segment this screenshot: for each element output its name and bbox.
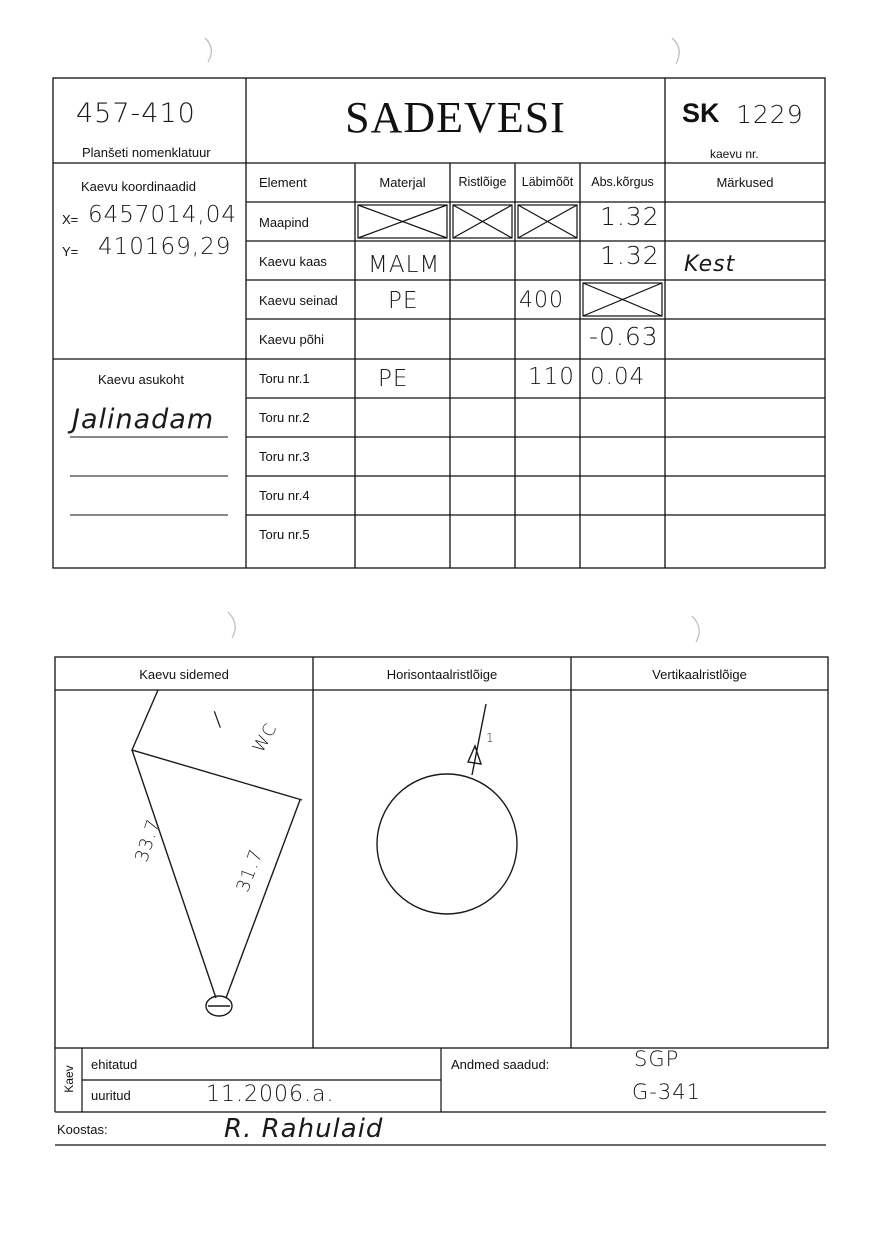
built-label: ehitatud (91, 1057, 138, 1072)
panel-title-horizontal: Horisontaalristlõige (386, 667, 498, 682)
data-source-label: Andmed saadud: (451, 1057, 550, 1072)
pipe-number-label: 1 (486, 731, 495, 745)
row-label-kaevu-pohi: Kaevu põhi (259, 332, 325, 347)
cell-toru1-height: 0.04 (590, 364, 646, 390)
compiled-by-signature: R. Rahulaid (224, 1114, 384, 1144)
row-label-maapind: Maapind (259, 215, 309, 230)
cell-toru1-diameter: 110 (528, 364, 575, 390)
row-label-kaevu-kaas: Kaevu kaas (259, 254, 327, 269)
plansheet-label: Planšeti nomenklatuur (82, 145, 211, 160)
header-material: Materjal (379, 175, 426, 190)
surveyed-value: 11.2006.a. (206, 1082, 335, 1107)
row-label-kaevu-seinad: Kaevu seinad (259, 293, 338, 308)
wc-label: WC (249, 719, 282, 757)
document-title: SADEVESI (345, 93, 566, 142)
row-label-toru-2: Toru nr.2 (259, 410, 310, 425)
compiled-by-label: Koostas: (57, 1122, 108, 1137)
plansheet-number: 457-410 (76, 98, 196, 129)
header-element: Element (259, 175, 307, 190)
row-label-toru-4: Toru nr.4 (259, 488, 310, 503)
cell-kaas-material: MALM (368, 252, 441, 278)
well-side-label: Kaev (62, 1065, 76, 1093)
header-notes: Märkused (716, 175, 774, 190)
location-value: Jalinadam (72, 404, 215, 435)
cell-pohi-height: -0.63 (589, 322, 659, 351)
panel-title-connections: Kaevu sidemed (139, 667, 229, 682)
cell-toru1-material: PE (378, 366, 409, 392)
header-section: Ristlõige (458, 175, 507, 189)
building-label: I (209, 705, 227, 735)
header-diameter: Läbimõõt (521, 175, 574, 189)
cell-seinad-material: PE (388, 288, 419, 314)
coordinates-label: Kaevu koordinaadid (81, 179, 196, 194)
well-prefix: SK (682, 98, 720, 128)
cell-maapind-height: 1.32 (600, 202, 660, 231)
distance-label-2: 31.7 (232, 846, 268, 895)
y-coordinate-label: Y= (62, 244, 79, 259)
cell-kaas-notes: Kest (684, 252, 736, 277)
y-coordinate-value: 410169,29 (98, 234, 232, 260)
cell-kaas-height: 1.32 (600, 241, 660, 270)
data-source-value-2: G-341 (632, 1080, 701, 1104)
x-coordinate-value: 6457014,04 (88, 202, 238, 228)
cell-seinad-diameter: 400 (519, 288, 564, 313)
row-label-toru-5: Toru nr.5 (259, 527, 310, 542)
row-label-toru-3: Toru nr.3 (259, 449, 310, 464)
x-coordinate-label: X= (62, 212, 79, 227)
well-number: 1229 (736, 100, 804, 129)
well-number-label: kaevu nr. (710, 147, 759, 161)
panel-title-vertical: Vertikaalristlõige (652, 667, 747, 682)
data-source-value-1: SGP (634, 1047, 680, 1071)
location-label: Kaevu asukoht (98, 372, 185, 387)
header-height: Abs.kõrgus (591, 175, 654, 189)
distance-label-1: 33.7 (131, 816, 165, 865)
row-label-toru-1: Toru nr.1 (259, 371, 310, 386)
surveyed-label: uuritud (91, 1088, 131, 1103)
